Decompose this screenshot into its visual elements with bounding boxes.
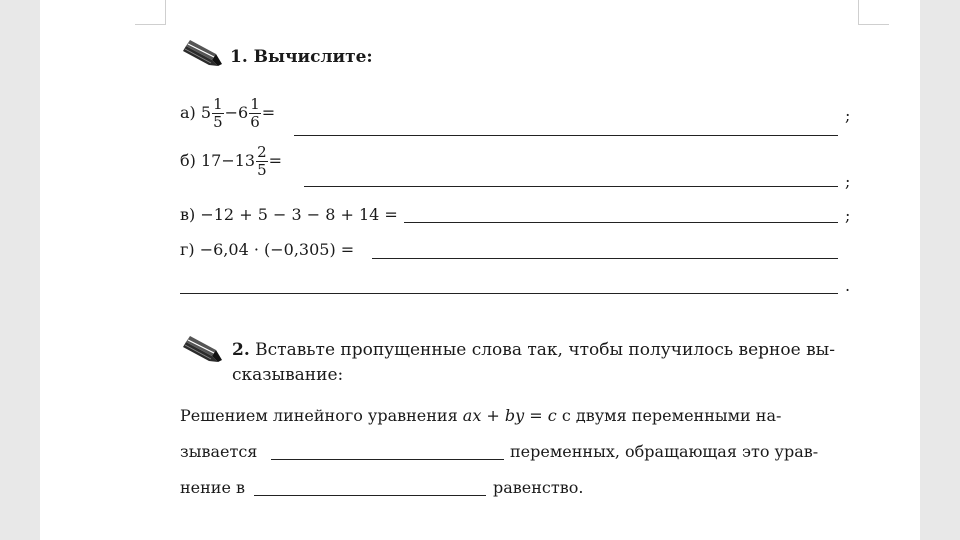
statement-part-5: нение в (180, 478, 246, 497)
statement-part-6: равенство. (493, 478, 584, 497)
item-a-fraction2 (249, 96, 261, 131)
statement-part-2: с двумя переменными на- (561, 406, 782, 425)
statement-part-1: Решением линейного уравнения (180, 406, 458, 425)
page-corner-mark-right (858, 0, 889, 25)
item-a-whole1: 5 (200, 103, 212, 122)
item-c-semicolon: ; (845, 206, 851, 225)
item-a-den2: 6 (250, 113, 260, 131)
item-b-minus: − (221, 151, 235, 170)
item-a-num1: 1 (213, 95, 223, 113)
page-corner-mark-left (135, 0, 166, 25)
item-d-period: . (845, 276, 851, 295)
worksheet-page (40, 0, 920, 540)
item-a-equals: = (261, 103, 276, 122)
answer-line-c[interactable] (404, 222, 838, 223)
item-c-label: в) (180, 205, 196, 224)
task1-number: 1. (230, 47, 248, 67)
item-b-den: 5 (257, 161, 267, 179)
item-a-label: а) (180, 103, 196, 122)
task1-item-c (180, 205, 398, 224)
statement-part-3: зывается (180, 442, 258, 461)
answer-line-a[interactable] (294, 135, 838, 136)
item-a-whole2: 6 (238, 103, 249, 122)
answer-line-d-continued[interactable] (180, 293, 838, 294)
item-b-label: б) (180, 151, 196, 170)
item-c-expression: −12 + 5 − 3 − 8 + 14 = (200, 205, 398, 224)
item-a-fraction1 (212, 96, 224, 131)
task2-title-continued: сказывание: (232, 365, 344, 385)
item-d-expression: −6,04 · (−0,305) = (199, 240, 355, 259)
item-a-den1: 5 (213, 113, 223, 131)
task1-item-b (180, 144, 282, 179)
item-a-num2: 1 (250, 95, 260, 113)
pencil-icon (182, 334, 224, 364)
item-a-minus: − (224, 103, 239, 122)
item-a-semicolon: ; (845, 106, 851, 125)
task1-item-d (180, 240, 354, 259)
statement-line-3 (180, 478, 245, 497)
task1-title: Вычислите: (253, 47, 373, 67)
answer-line-d[interactable] (372, 258, 838, 259)
task1-item-a (180, 96, 275, 131)
blank-2[interactable] (254, 495, 486, 496)
item-b-semicolon: ; (845, 172, 851, 191)
task2-number: 2. (232, 340, 250, 360)
task2-heading (232, 338, 872, 388)
statement-line-2 (180, 442, 257, 461)
item-b-num: 2 (257, 143, 267, 161)
item-b-whole: 13 (234, 151, 256, 170)
answer-line-b[interactable] (304, 186, 838, 187)
blank-1[interactable] (271, 459, 504, 460)
pencil-icon (182, 38, 224, 68)
equation: ax + by = c (462, 406, 557, 425)
statement-part-4: переменных, обращающая это урав- (510, 442, 819, 461)
item-b-equals: = (268, 151, 283, 170)
item-b-fraction (256, 144, 268, 179)
task1-heading (230, 47, 373, 67)
statement-line-1 (180, 406, 781, 425)
item-b-number: 17 (200, 151, 222, 170)
item-d-label: г) (180, 240, 195, 259)
task2-title: Вставьте пропущенные слова так, чтобы получилось верное вы- (255, 340, 835, 360)
